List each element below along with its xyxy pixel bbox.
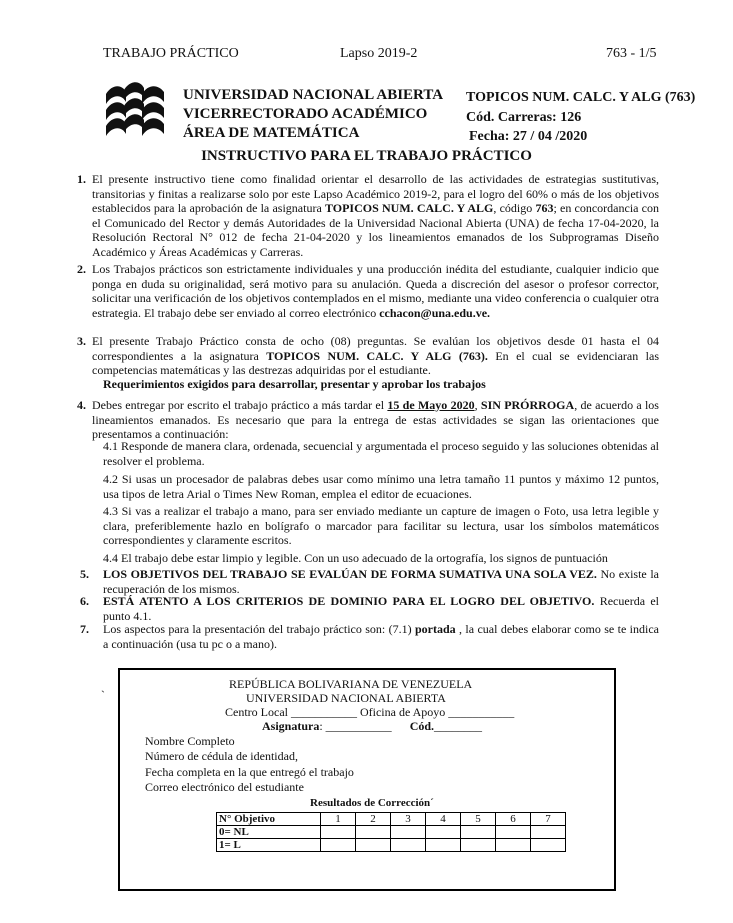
table-cell [496, 826, 531, 839]
item-4-3: 4.3 Si vas a realizar el trabajo a mano, para ser enviado mediante un capture de imagen o Foto, usa letra legible y clara, preferiblemente hazlo en bolígrafo o marcador para facilitar su lectura, usar los símbolos matemáticos correspondientes y claramente escritos. [103, 504, 659, 548]
item-3 [92, 334, 659, 378]
objective-header: N° Objetivo [217, 813, 321, 826]
item-5 [103, 567, 659, 596]
item-6-text: Recuerda el punto 4.1. [103, 594, 659, 623]
item-4-no-extension: SIN PRÓRROGA [480, 398, 575, 412]
item-3-text: El presente Trabajo Práctico consta de ocho (08) preguntas. Se evalúan los objetivos desde 01 hasta el 04 correspondientes a la asignatura [92, 334, 659, 363]
item-number: 7. [80, 622, 89, 636]
objective-col: 1 [321, 813, 356, 826]
item-4 [92, 398, 659, 442]
cover-republic: REPÚBLICA BOLIVARIANA DE VENEZUELA [229, 677, 473, 691]
university-name: UNIVERSIDAD NACIONAL ABIERTA [183, 87, 444, 103]
table-cell [531, 839, 566, 852]
item-number: 3. [77, 334, 86, 348]
item-7-text: Los aspectos para la presentación del trabajo práctico son: (7.1) [103, 622, 415, 636]
item-1-course: TOPICOS NUM. CALC. Y ALG [324, 201, 494, 216]
item-number: 1. [77, 172, 86, 186]
item-number: 2. [77, 262, 86, 276]
item-number: 5. [80, 567, 89, 581]
table-cell [496, 839, 531, 852]
table-row [217, 839, 566, 852]
cover-field-name: Nombre Completo [145, 734, 235, 748]
cover-centro: Centro Local ___________ Oficina de Apoyo ___________ [225, 705, 515, 719]
results-table [216, 812, 566, 852]
item-6 [103, 594, 659, 623]
table-cell [426, 839, 461, 852]
item-7 [103, 622, 659, 651]
header-center: Lapso 2019-2 [340, 46, 418, 61]
results-title: Resultados de Corrección´ [310, 797, 434, 809]
item-1-text2: , código [493, 201, 536, 216]
item-1 [92, 172, 659, 260]
item-4-sep: , [474, 398, 481, 412]
objective-col: 3 [391, 813, 426, 826]
vicerrectorado: VICERRECTORADO ACADÉMICO [183, 106, 428, 122]
item-5-text: No existe la recuperación de los mismos. [103, 567, 659, 596]
cover-university: UNIVERSIDAD NACIONAL ABIERTA [246, 691, 446, 705]
table-cell [531, 826, 566, 839]
header-left: TRABAJO PRÁCTICO [103, 46, 239, 61]
course-block [466, 88, 695, 147]
course-name: TOPICOS NUM. CALC. Y ALG (763) [466, 90, 696, 105]
cover-field-email: Correo electrónico del estudiante [145, 780, 304, 794]
table-cell [321, 839, 356, 852]
cover-field-id: Número de cédula de identidad, [145, 749, 298, 763]
row-label-nl: 0= NL [217, 826, 321, 839]
course-careers: Cód. Carreras: 126 [466, 109, 582, 125]
item-4-2: 4.2 Si usas un procesador de palabras debes usar como mínimo una letra tamaño 11 puntos y máximo 12 puntos, usa tipos de letra Arial o Times New Roman, emplea el editor de ecuaciones. [103, 472, 659, 501]
table-cell [461, 839, 496, 852]
item-4-text: Debes entregar por escrito el trabajo práctico a más tardar el [92, 398, 388, 412]
requirements-heading: Requerimientos exigidos para desarrollar, presentar y aprobar los trabajos [103, 377, 486, 391]
item-7-text2: , la cual debes elaborar como se te indica a continuación (usa tu pc o a mano). [103, 622, 659, 651]
item-3-text2: En el cual se evidenciaran las competencias matemáticas y las destrezas adquiridas por el estudiante. [92, 348, 659, 378]
item-4-text2: , de acuerdo a los lineamientos emanados. Es necesario que para la entrega de estas actividades se sigan las orientaciones que presentamos a continuación: [92, 398, 659, 442]
university-block [183, 86, 443, 143]
table-cell [461, 826, 496, 839]
objective-col: 2 [356, 813, 391, 826]
cover-asig-blank: : ___________ [319, 719, 392, 733]
objective-col: 5 [461, 813, 496, 826]
table-cell [391, 839, 426, 852]
page-title: INSTRUCTIVO PARA EL TRABAJO PRÁCTICO [201, 148, 532, 164]
stray-mark: ` [101, 688, 105, 702]
course-date: Fecha: 27 / 04 /2020 [469, 129, 588, 144]
row-label-l: 1= L [217, 839, 321, 852]
item-1-code: 763 [535, 201, 554, 216]
objective-col: 7 [531, 813, 566, 826]
cover-asignatura [262, 719, 482, 734]
table-cell [356, 826, 391, 839]
table-cell [426, 826, 461, 839]
cover-asig-label: Asignatura [262, 719, 320, 733]
cover-cod-label: Cód. [409, 719, 435, 733]
table-cell [356, 839, 391, 852]
item-7-portada: portada [415, 622, 456, 636]
table-row [217, 826, 566, 839]
item-2-text: Los Trabajos prácticos son estrictamente individuales y una producción inédita del estudiante, cualquier indicio que ponga en duda su originalidad, será motivo para su anulación. Queda a discreción del asesor o profesor corrector, solicitar una verificación de los objetivos contemplados en el mismo, mediante una video conferencia o cualquier otra estrategia. El trabajo debe ser enviado al correo electrónico [92, 262, 659, 320]
item-2 [92, 262, 659, 320]
item-1-text: El presente instructivo tiene como finalidad orientar el desarrollo de las actividades de estrategias sustitutivas, transitorias y finitas a realizarse solo por este Lapso Académico 2019-2, para el logro del 60% o más de los objetivos establecidos para la aprobación de la asignatura [92, 172, 659, 216]
item-1-text3: ; en concordancia con el Comunicado del Rector y demás Autoridades de la Universidad Nacional Abierta (UNA) de fecha 17-04-2020, la Resolución Rectoral N° 012 de fecha 21-04-2020 y los lineamientos emanados de los Subprogramas Diseño Académico y Áreas Académicas y Carreras. [92, 201, 660, 259]
item-4-4: 4.4 El trabajo debe estar limpio y legible. Con un uso adecuado de la ortografía, los signos de puntuación [103, 551, 608, 565]
header-right: 763 - 1/5 [606, 46, 657, 61]
objective-col: 6 [496, 813, 531, 826]
objective-col: 4 [426, 813, 461, 826]
item-3-course: TOPICOS NUM. CALC. Y ALG (763). [266, 348, 488, 363]
item-4-1: 4.1 Responde de manera clara, ordenada, secuencial y argumentada el proceso seguido y las soluciones obtenidas al resolver el problema. [103, 439, 659, 468]
item-6-bold: ESTÁ ATENTO A LOS CRITERIOS DE DOMINIO PARA EL LOGRO DEL OBJETIVO. [103, 594, 595, 608]
university-logo-icon [104, 80, 166, 142]
cover-field-date: Fecha completa en la que entregó el trabajo [145, 765, 354, 779]
cover-cod-blank: ________ [434, 719, 483, 733]
item-2-email: cchacon@una.edu.ve. [379, 305, 491, 320]
item-number: 6. [80, 594, 89, 608]
area: ÁREA DE MATEMÁTICA [183, 125, 360, 141]
item-number: 4. [77, 398, 86, 412]
item-5-bold: LOS OBJETIVOS DEL TRABAJO SE EVALÚAN DE FORMA SUMATIVA UNA SOLA VEZ. [103, 567, 597, 581]
table-row [217, 813, 566, 826]
item-4-deadline: 15 de Mayo 2020 [387, 398, 475, 412]
table-cell [321, 826, 356, 839]
table-cell [391, 826, 426, 839]
